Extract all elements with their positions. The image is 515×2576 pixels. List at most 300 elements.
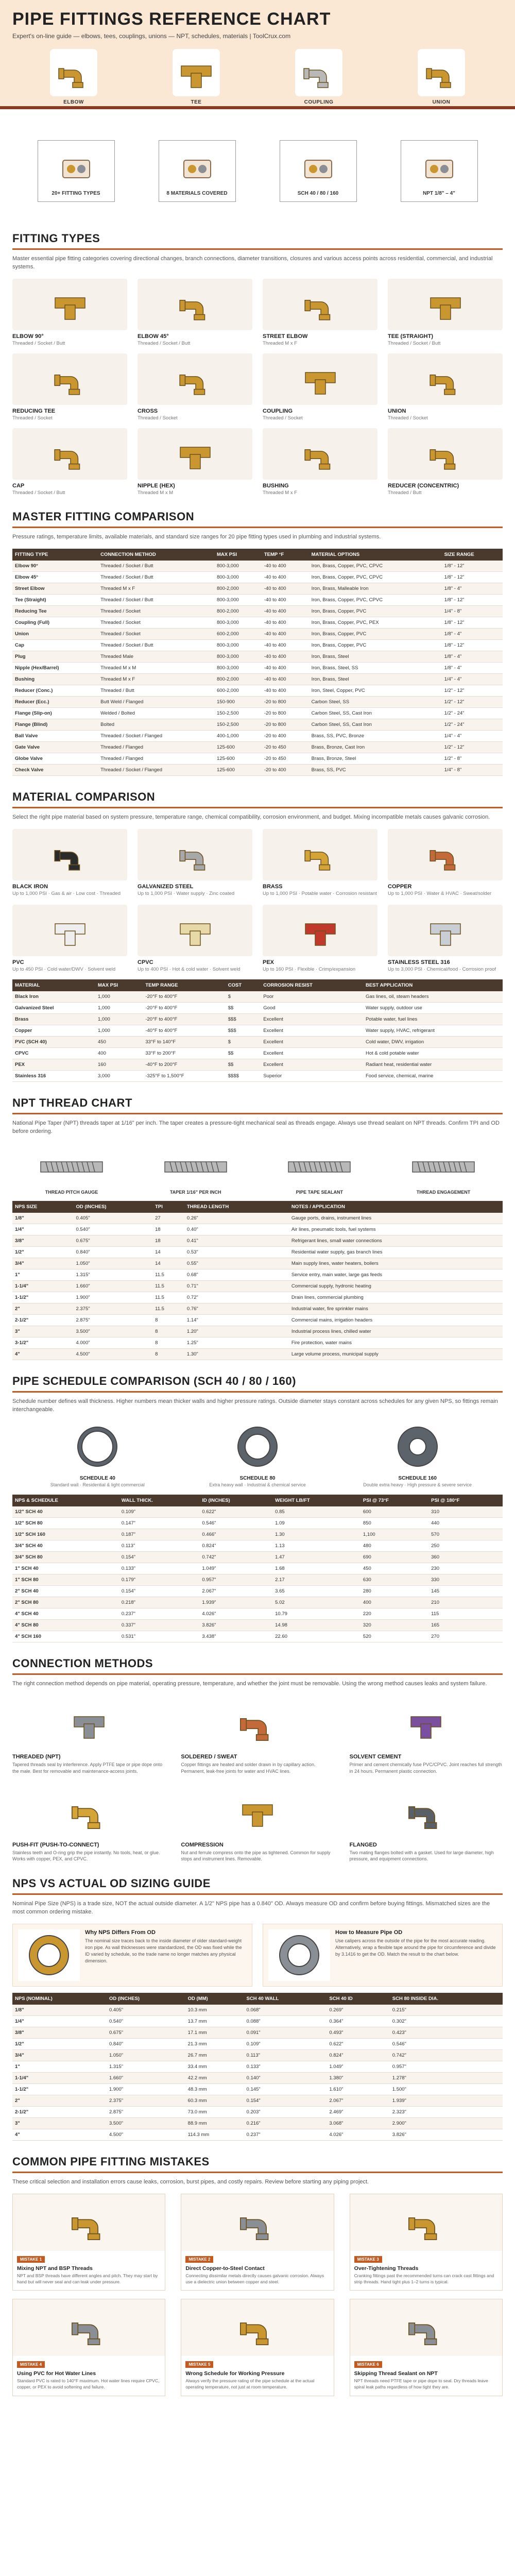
table-cell: 1/2" (12, 2038, 107, 2049)
material-name: CPVC (138, 959, 153, 965)
table-cell: Threaded / Socket (98, 617, 214, 628)
fitting-desc: Threaded / Butt (388, 489, 422, 496)
table-cell: 8 (152, 1326, 184, 1337)
table-cell: 800-3,000 (214, 651, 262, 662)
table-cell: Butt Weld / Flanged (98, 696, 214, 707)
table-row (12, 741, 503, 753)
table-cell: 1.939" (199, 1597, 272, 1608)
materials-table (12, 979, 503, 1082)
table-row (12, 1070, 503, 1081)
material-card (388, 905, 503, 972)
column-header: OD (INCHES) (107, 1993, 185, 2005)
table-cell: 0.269" (327, 2005, 389, 2016)
table-row (12, 2038, 503, 2049)
connection-card (350, 1783, 503, 1862)
table-cell: Refrigerant lines, small water connections (289, 1235, 503, 1246)
thread-illustration (142, 1146, 250, 1195)
table-row (12, 1059, 503, 1070)
pipe-diagram-icon (18, 1929, 80, 1981)
table-cell: Large volume process, municipal supply (289, 1348, 503, 1360)
material-card (12, 905, 127, 972)
material-name: PVC (12, 959, 24, 965)
table-cell: 0.154" (244, 2095, 327, 2106)
schedule-label: SCHEDULE 80 (239, 1475, 276, 1481)
connection-name: COMPRESSION (181, 1841, 224, 1848)
connection-name: SOLVENT CEMENT (349, 1754, 402, 1760)
connection-desc: Stainless teeth and O-ring grip the pipe instantly. No tools, heat, or glue. Works with copper, PEX, and CPVC. (12, 1850, 160, 1862)
mistake-badge: MISTAKE 5 (185, 2361, 213, 2368)
table-cell: Reducer (Conc.) (12, 685, 98, 696)
table-cell: $$ (226, 1059, 261, 1070)
table-cell: 21.3 mm (185, 2038, 244, 2049)
stat-box (280, 140, 357, 202)
table-cell: $ (226, 991, 261, 1003)
table-cell: Check Valve (12, 764, 98, 775)
table-cell: Water supply, outdoor use (363, 1002, 503, 1013)
table-cell: Food service, chemical, marine (363, 1070, 503, 1081)
hero-item (168, 49, 225, 105)
table-cell: 1/8" (12, 2005, 107, 2016)
table-cell: 480 (360, 1540, 428, 1551)
material-desc: Up to 3,000 PSI · Chemical/food · Corrosion proof (388, 966, 496, 972)
table-cell: Superior (261, 1070, 363, 1081)
fitting-icon (173, 49, 220, 96)
table-cell: 800-3,000 (214, 561, 262, 572)
table-cell: Carbon Steel, SS, Cast Iron (309, 719, 442, 730)
table-cell: -40 to 400 (262, 561, 309, 572)
fitting-name: REDUCING TEE (12, 408, 56, 414)
table-cell: 0.957" (390, 2061, 503, 2072)
table-row (12, 1036, 503, 1047)
column-header: NPS & SCHEDULE (12, 1495, 119, 1506)
stat-icon (421, 154, 457, 184)
table-cell: Threaded / Flanged (98, 753, 214, 764)
table-cell: 0.133" (244, 2061, 327, 2072)
fitting-card (388, 279, 503, 346)
thread-icon (142, 1146, 250, 1188)
table-row (12, 583, 503, 594)
table-cell: Iron, Brass, Copper, PVC, CPVC (309, 571, 442, 583)
table-cell: 0.71" (184, 1280, 289, 1292)
table-cell: 270 (428, 1631, 503, 1642)
table-cell: Threaded / Socket / Flanged (98, 764, 214, 775)
table-cell: 60.3 mm (185, 2095, 244, 2106)
stat-label: SCH 40 / 80 / 160 (297, 191, 339, 196)
thread-icon (389, 1146, 497, 1188)
table-cell: 850 (360, 1517, 428, 1529)
table-cell: Threaded / Flanged (98, 741, 214, 753)
table-cell: 0.113" (119, 1540, 199, 1551)
table-cell: 1.09 (272, 1517, 360, 1529)
table-cell: $ (226, 1036, 261, 1047)
hero-label: ELBOW (63, 99, 84, 105)
table-cell: 150-2,500 (214, 719, 262, 730)
table-cell: 0.068" (244, 2005, 327, 2016)
fitting-desc: Threaded / Socket (12, 415, 53, 421)
table-cell: 1.900" (107, 2083, 185, 2095)
table-cell: 4" SCH 80 (12, 1619, 119, 1631)
material-desc: Up to 1,000 PSI · Water & HVAC · Sweat/solder (388, 890, 492, 896)
connection-desc: Primer and cement chemically fuse PVC/CPVC. Joint reaches full strength in 24 hours. Permanent plastic connection. (349, 1762, 502, 1774)
table-cell: Excellent (261, 1025, 363, 1036)
table-cell: Iron, Brass, Copper, PVC, CPVC (309, 594, 442, 605)
table-row (12, 1563, 503, 1574)
table-cell: 1/2" SCH 40 (12, 1506, 119, 1518)
table-row (12, 1025, 503, 1036)
table-cell: Copper (12, 1025, 95, 1036)
table-cell: 2-1/2" (12, 2106, 107, 2117)
table-cell: Threaded M x F (98, 583, 214, 594)
page-title: PIPE FITTINGS REFERENCE CHART (12, 9, 331, 29)
connection-card (350, 1695, 503, 1774)
table-row (12, 1292, 503, 1303)
material-icon (12, 905, 127, 956)
table-cell: Iron, Brass, Copper, PVC, CPVC (309, 561, 442, 572)
table-cell: 0.85 (272, 1506, 360, 1518)
table-row (12, 2106, 503, 2117)
fitting-desc: Threaded M x M (138, 489, 174, 496)
fitting-card (138, 428, 252, 496)
table-cell: 0.364" (327, 2015, 389, 2027)
table-cell: 48.3 mm (185, 2083, 244, 2095)
table-cell: 1/2" - 8" (442, 753, 503, 764)
table-cell: Threaded / Socket / Butt (98, 594, 214, 605)
table-cell: Stainless 316 (12, 1070, 95, 1081)
connection-card (12, 1783, 165, 1862)
column-header: MAX PSI (95, 979, 143, 991)
thread-illustration (18, 1146, 126, 1195)
fitting-icon (138, 428, 252, 480)
table-cell: Industrial water, fire sprinkler mains (289, 1303, 503, 1314)
mistake-title: Direct Copper-to-Steel Contact (185, 2265, 265, 2272)
table-cell: 3.826" (390, 2129, 503, 2140)
table-cell: 0.237" (119, 1608, 199, 1619)
stat-icon (179, 154, 215, 184)
table-row (12, 2072, 503, 2083)
schedule-table (12, 1495, 503, 1642)
mistake-body (181, 2356, 333, 2396)
material-desc: Up to 400 PSI · Hot & cold water · Solvent weld (138, 966, 241, 972)
material-desc: Up to 1,000 PSI · Water supply · Zinc coated (138, 890, 235, 896)
table-cell: 1.049" (199, 1563, 272, 1574)
table-row (12, 991, 503, 1003)
column-header: PSI @ 73°F (360, 1495, 428, 1506)
table-cell: 0.154" (119, 1585, 199, 1597)
fitting-icon (263, 428, 377, 480)
table-cell: 11.5 (152, 1280, 184, 1292)
mistake-body (13, 2251, 165, 2291)
table-cell: 5.02 (272, 1597, 360, 1608)
table-cell: 13.7 mm (185, 2015, 244, 2027)
table-cell: 4.500" (73, 1348, 152, 1360)
table-cell: 18 (152, 1224, 184, 1235)
table-cell: -20 to 400 (262, 730, 309, 741)
nps-info-text (85, 1929, 247, 1981)
table-cell: 0.215" (390, 2005, 503, 2016)
table-cell: 0.53" (184, 1246, 289, 1258)
section-intro: Nominal Pipe Size (NPS) is a trade size, NOT the actual outside diameter. A 1/2" NPS pipe has a 0.840" OD. Always measure OD and confirm before buying fittings. Mismatched sizes are the most common ordering mistake. (12, 1900, 490, 1915)
table-cell: -20°F to 400°F (143, 1013, 225, 1025)
thread-label: THREAD ENGAGEMENT (416, 1189, 471, 1195)
table-row (12, 707, 503, 719)
mistake-body (350, 2251, 502, 2291)
hero-row (12, 49, 503, 105)
table-cell: Excellent (261, 1013, 363, 1025)
mistake-badge: MISTAKE 2 (185, 2256, 213, 2263)
table-cell: Reducer (Ecc.) (12, 696, 98, 707)
nps-info-title: How to Measure Pipe OD (335, 1929, 403, 1936)
table-cell: 1.660" (73, 1280, 152, 1292)
table-cell: 4.000" (73, 1337, 152, 1348)
table-cell: 1/4" - 8" (442, 605, 503, 617)
table-cell: Iron, Brass, Copper, PVC (309, 628, 442, 639)
table-cell: 230 (428, 1563, 503, 1574)
table-cell: 3.826" (199, 1619, 272, 1631)
table-row (12, 617, 503, 628)
fitting-name: CROSS (138, 408, 158, 414)
table-cell: 450 (360, 1563, 428, 1574)
table-cell: Main supply lines, water heaters, boilers (289, 1258, 503, 1269)
mistake-card (12, 2299, 165, 2396)
table-row (12, 571, 503, 583)
mistake-title: Skipping Thread Sealant on NPT (354, 2370, 438, 2377)
fitting-icon (50, 49, 97, 96)
fitting-desc: Threaded / Socket / Butt (12, 340, 65, 346)
table-cell: Nipple (Hex/Barrel) (12, 662, 98, 673)
table-cell: 1/2" - 24" (442, 707, 503, 719)
table-cell: Industrial process lines, chilled water (289, 1326, 503, 1337)
mistake-text: Always verify the pressure rating of the pipe schedule at the actual operating temperature, not just at room temperature. (185, 2378, 315, 2390)
section-intro: Pressure ratings, temperature limits, available materials, and standard size ranges for 20 pipe fitting types used in plumbing and industrial systems. (12, 533, 381, 540)
fitting-grid (12, 279, 503, 496)
table-header-row (12, 549, 503, 561)
table-row (12, 1631, 503, 1642)
table-cell: 1.14" (184, 1314, 289, 1326)
table-cell: 1/4" - 4" (442, 730, 503, 741)
table-cell: 4" (12, 1348, 73, 1360)
table-cell: 3.65 (272, 1585, 360, 1597)
table-row (12, 662, 503, 673)
table-cell: 1.900" (73, 1292, 152, 1303)
hero-item (45, 49, 102, 105)
table-cell: 250 (428, 1540, 503, 1551)
fitting-name: UNION (388, 408, 406, 414)
table-cell: Excellent (261, 1047, 363, 1059)
table-row (12, 2095, 503, 2106)
table-cell: 1/2" - 12" (442, 741, 503, 753)
column-header: BEST APPLICATION (363, 979, 503, 991)
material-name: STAINLESS STEEL 316 (388, 959, 450, 965)
schedule-illustration (351, 1423, 485, 1487)
table-cell: 0.088" (244, 2015, 327, 2027)
table-cell: Iron, Brass, Steel (309, 651, 442, 662)
table-cell: Iron, Brass, Malleable Iron (309, 583, 442, 594)
table-cell: $$ (226, 1047, 261, 1059)
table-cell: 2.469" (327, 2106, 389, 2117)
table-cell: 1/8" - 4" (442, 583, 503, 594)
warning-fitting-icon (350, 2299, 502, 2356)
mistake-title: Wrong Schedule for Working Pressure (185, 2370, 285, 2377)
table-row (12, 696, 503, 707)
table-cell: 8 (152, 1337, 184, 1348)
table-cell: 0.091" (244, 2027, 327, 2038)
table-cell: 0.145" (244, 2083, 327, 2095)
stat-box (401, 140, 478, 202)
column-header: COST (226, 979, 261, 991)
section-title: PIPE SCHEDULE COMPARISON (SCH 40 / 80 / 160) (12, 1375, 503, 1393)
table-header-row (12, 979, 503, 991)
fitting-card (263, 428, 377, 496)
table-cell: 360 (428, 1551, 503, 1563)
table-cell: 3-1/2" (12, 1337, 73, 1348)
material-card (12, 829, 127, 896)
section-title: NPS VS ACTUAL OD SIZING GUIDE (12, 1877, 503, 1895)
table-cell: Water supply, HVAC, refrigerant (363, 1025, 503, 1036)
table-row (12, 561, 503, 572)
table-cell: Poor (261, 991, 363, 1003)
section-intro: National Pipe Taper (NPT) threads taper at 1/16" per inch. The taper creates a pressure-tight mechanical seal as threads engage. Always use thread sealant on NPT threads. Confirm TPI and OD before ordering. (12, 1120, 500, 1134)
table-cell: 800-3,000 (214, 571, 262, 583)
table-cell: 0.840" (73, 1246, 152, 1258)
nps-info-text (335, 1929, 497, 1981)
table-cell: 26.7 mm (185, 2049, 244, 2061)
npt-illustrations (12, 1143, 503, 1201)
stat-box (38, 140, 115, 202)
table-row (12, 1235, 503, 1246)
table-cell: -40°F to 400°F (143, 1025, 225, 1036)
table-row (12, 1608, 503, 1619)
column-header: WEIGHT LB/FT (272, 1495, 360, 1506)
schedule-illustrations (12, 1421, 503, 1495)
table-cell: 0.26" (184, 1213, 289, 1224)
table-cell: 14 (152, 1246, 184, 1258)
table-cell: 0.41" (184, 1235, 289, 1246)
column-header: SIZE RANGE (442, 549, 503, 561)
fitting-card (138, 353, 252, 421)
column-header: NPS SIZE (12, 1201, 73, 1213)
stat-label: 8 MATERIALS COVERED (166, 191, 228, 196)
table-row (12, 1326, 503, 1337)
table-row (12, 1529, 503, 1540)
schedule-section (0, 1365, 515, 1648)
table-cell: 400 (360, 1597, 428, 1608)
table-cell: 690 (360, 1551, 428, 1563)
table-cell: 0.957" (199, 1574, 272, 1585)
table-cell: Street Elbow (12, 583, 98, 594)
mistake-title: Over-Tightening Threads (354, 2265, 419, 2272)
table-cell: 0.742" (390, 2049, 503, 2061)
material-card (388, 829, 503, 896)
table-cell: 150-2,500 (214, 707, 262, 719)
mistake-title: Mixing NPT and BSP Threads (17, 2265, 93, 2272)
section-title: COMMON PIPE FITTING MISTAKES (12, 2155, 503, 2173)
table-cell: 0.154" (119, 1551, 199, 1563)
table-cell: 1/2" - 12" (442, 685, 503, 696)
table-cell: 3/8" (12, 2027, 107, 2038)
table-cell: Gate Valve (12, 741, 98, 753)
fitting-name: TEE (STRAIGHT) (388, 333, 433, 340)
table-row (12, 2015, 503, 2027)
schedule-label: SCHEDULE 40 (79, 1475, 115, 1481)
material-card (138, 905, 252, 972)
fitting-icon (388, 353, 503, 405)
table-cell: 2.067" (199, 1585, 272, 1597)
table-cell: Gauge ports, drains, instrument lines (289, 1213, 503, 1224)
table-cell: 1.315" (73, 1269, 152, 1280)
connection-card (12, 1695, 165, 1774)
section-intro: The right connection method depends on pipe material, operating pressure, temperature, and whether the joint must be removable. Using the wrong method causes leaks and system failure. (12, 1680, 487, 1687)
material-name: BLACK IRON (12, 883, 48, 890)
table-row (12, 764, 503, 775)
table-cell: -40 to 400 (262, 571, 309, 583)
table-cell: 11.5 (152, 1292, 184, 1303)
comparison-table (12, 549, 503, 776)
table-cell: 0.546" (390, 2038, 503, 2049)
nps-info-box (12, 1924, 252, 1987)
table-cell: 1,000 (95, 991, 143, 1003)
column-header: TEMP RANGE (143, 979, 225, 991)
table-cell: 1.050" (73, 1258, 152, 1269)
table-cell: 0.187" (119, 1529, 199, 1540)
table-cell: 1.30 (272, 1529, 360, 1540)
table-cell: 1/2" SCH 160 (12, 1529, 119, 1540)
column-header: CONNECTION METHOD (98, 549, 214, 561)
table-cell: 88.9 mm (185, 2117, 244, 2129)
table-cell: 10.3 mm (185, 2005, 244, 2016)
connection-card (181, 1783, 334, 1862)
fitting-name: STREET ELBOW (263, 333, 308, 340)
table-cell: 125-600 (214, 741, 262, 753)
schedule-desc: Double extra heavy · High pressure & severe service (363, 1482, 472, 1487)
stats-row (0, 109, 515, 223)
table-cell: Threaded / Butt (98, 685, 214, 696)
nps-table (12, 1993, 503, 2141)
table-cell: 0.540" (107, 2015, 185, 2027)
table-cell: Commercial mains, irrigation headers (289, 1314, 503, 1326)
table-cell: $$ (226, 1002, 261, 1013)
table-cell: 440 (428, 1517, 503, 1529)
fitting-card (388, 353, 503, 421)
table-cell: -40 to 400 (262, 673, 309, 685)
connections-section (0, 1648, 515, 1868)
section-title: FITTING TYPES (12, 232, 503, 250)
table-cell: 0.675" (73, 1235, 152, 1246)
table-cell: 800-3,000 (214, 617, 262, 628)
table-cell: Bolted (98, 719, 214, 730)
table-header-row (12, 1993, 503, 2005)
fitting-icon (263, 279, 377, 330)
table-cell: Ball Valve (12, 730, 98, 741)
table-cell: 1.68 (272, 1563, 360, 1574)
table-cell: Fire protection, water mains (289, 1337, 503, 1348)
column-header: PSI @ 180°F (428, 1495, 503, 1506)
table-cell: 0.824" (327, 2049, 389, 2061)
table-cell: -20 to 800 (262, 719, 309, 730)
table-cell: 10.79 (272, 1608, 360, 1619)
table-cell: Iron, Brass, Copper, PVC (309, 605, 442, 617)
page-subtitle: Expert's on-line guide — elbows, tees, couplings, unions — NPT, schedules, materials | ToolCrux.com (12, 32, 291, 40)
table-cell: 1-1/4" (12, 1280, 73, 1292)
table-cell: 1,000 (95, 1025, 143, 1036)
table-cell: 1/4" - 4" (442, 673, 503, 685)
table-cell: 4.500" (107, 2129, 185, 2140)
nps-info-box (263, 1924, 503, 1987)
table-cell: -20°F to 400°F (143, 991, 225, 1003)
table-row (12, 1574, 503, 1585)
column-header: OD (MM) (185, 1993, 244, 2005)
table-cell: -40 to 400 (262, 583, 309, 594)
column-header: THREAD LENGTH (184, 1201, 289, 1213)
